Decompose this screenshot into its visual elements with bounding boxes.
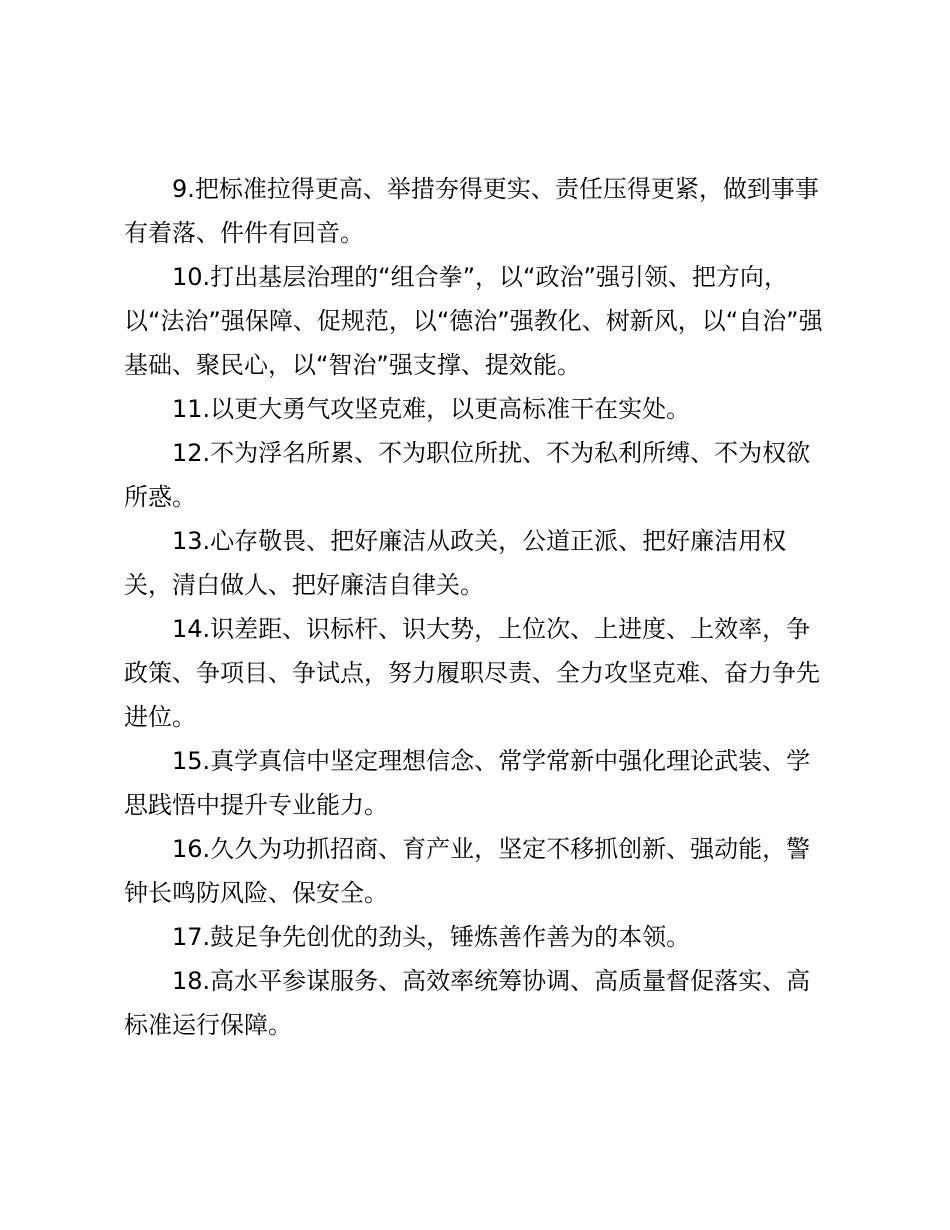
- paragraph-item-15: 15.真学真信中坚定理想信念、常学常新中强化理论武装、学思践悟中提升专业能力。: [124, 747, 811, 819]
- paragraph-item-16: 16.久久为功抓招商、育产业，坚定不移抓创新、强动能，警钟长鸣防风险、保安全。: [124, 835, 811, 907]
- paragraph-item-11: 11.以更大勇气攻坚克难，以更高标准干在实处。: [172, 395, 691, 423]
- paragraph-item-12: 12.不为浮名所累、不为职位所扰、不为私利所缚、不为权欲所惑。: [124, 439, 811, 511]
- paragraph-item-13: 13.心存敬畏、把好廉洁从政关，公道正派、把好廉洁用权关，清白做人、把好廉洁自律关。: [124, 527, 787, 599]
- paragraph-item-10: 10.打出基层治理的“组合拳”，以“政治”强引领、把方向，以“法治”强保障、促规范，以“德治”强教化、树新风，以“自治”强基础、聚民心，以“智治”强支撑、提效能。: [124, 263, 823, 379]
- paragraph-item-18: 18.高水平参谋服务、高效率统筹协调、高质量督促落实、高标准运行保障。: [124, 967, 811, 1039]
- paragraph-item-17: 17.鼓足争先创优的劲头，锤炼善作善为的本领。: [172, 923, 691, 951]
- paragraph-item-14: 14.识差距、识标杆、识大势，上位次、上进度、上效率，争政策、争项目、争试点，努力履职尽责、全力攻坚克难、奋力争先进位。: [124, 615, 820, 731]
- paragraph-item-9: 9.把标准拉得更高、举措夯得更实、责任压得更紧，做到事事有着落、件件有回音。: [124, 175, 819, 247]
- document-body: [124, 167, 834, 1047]
